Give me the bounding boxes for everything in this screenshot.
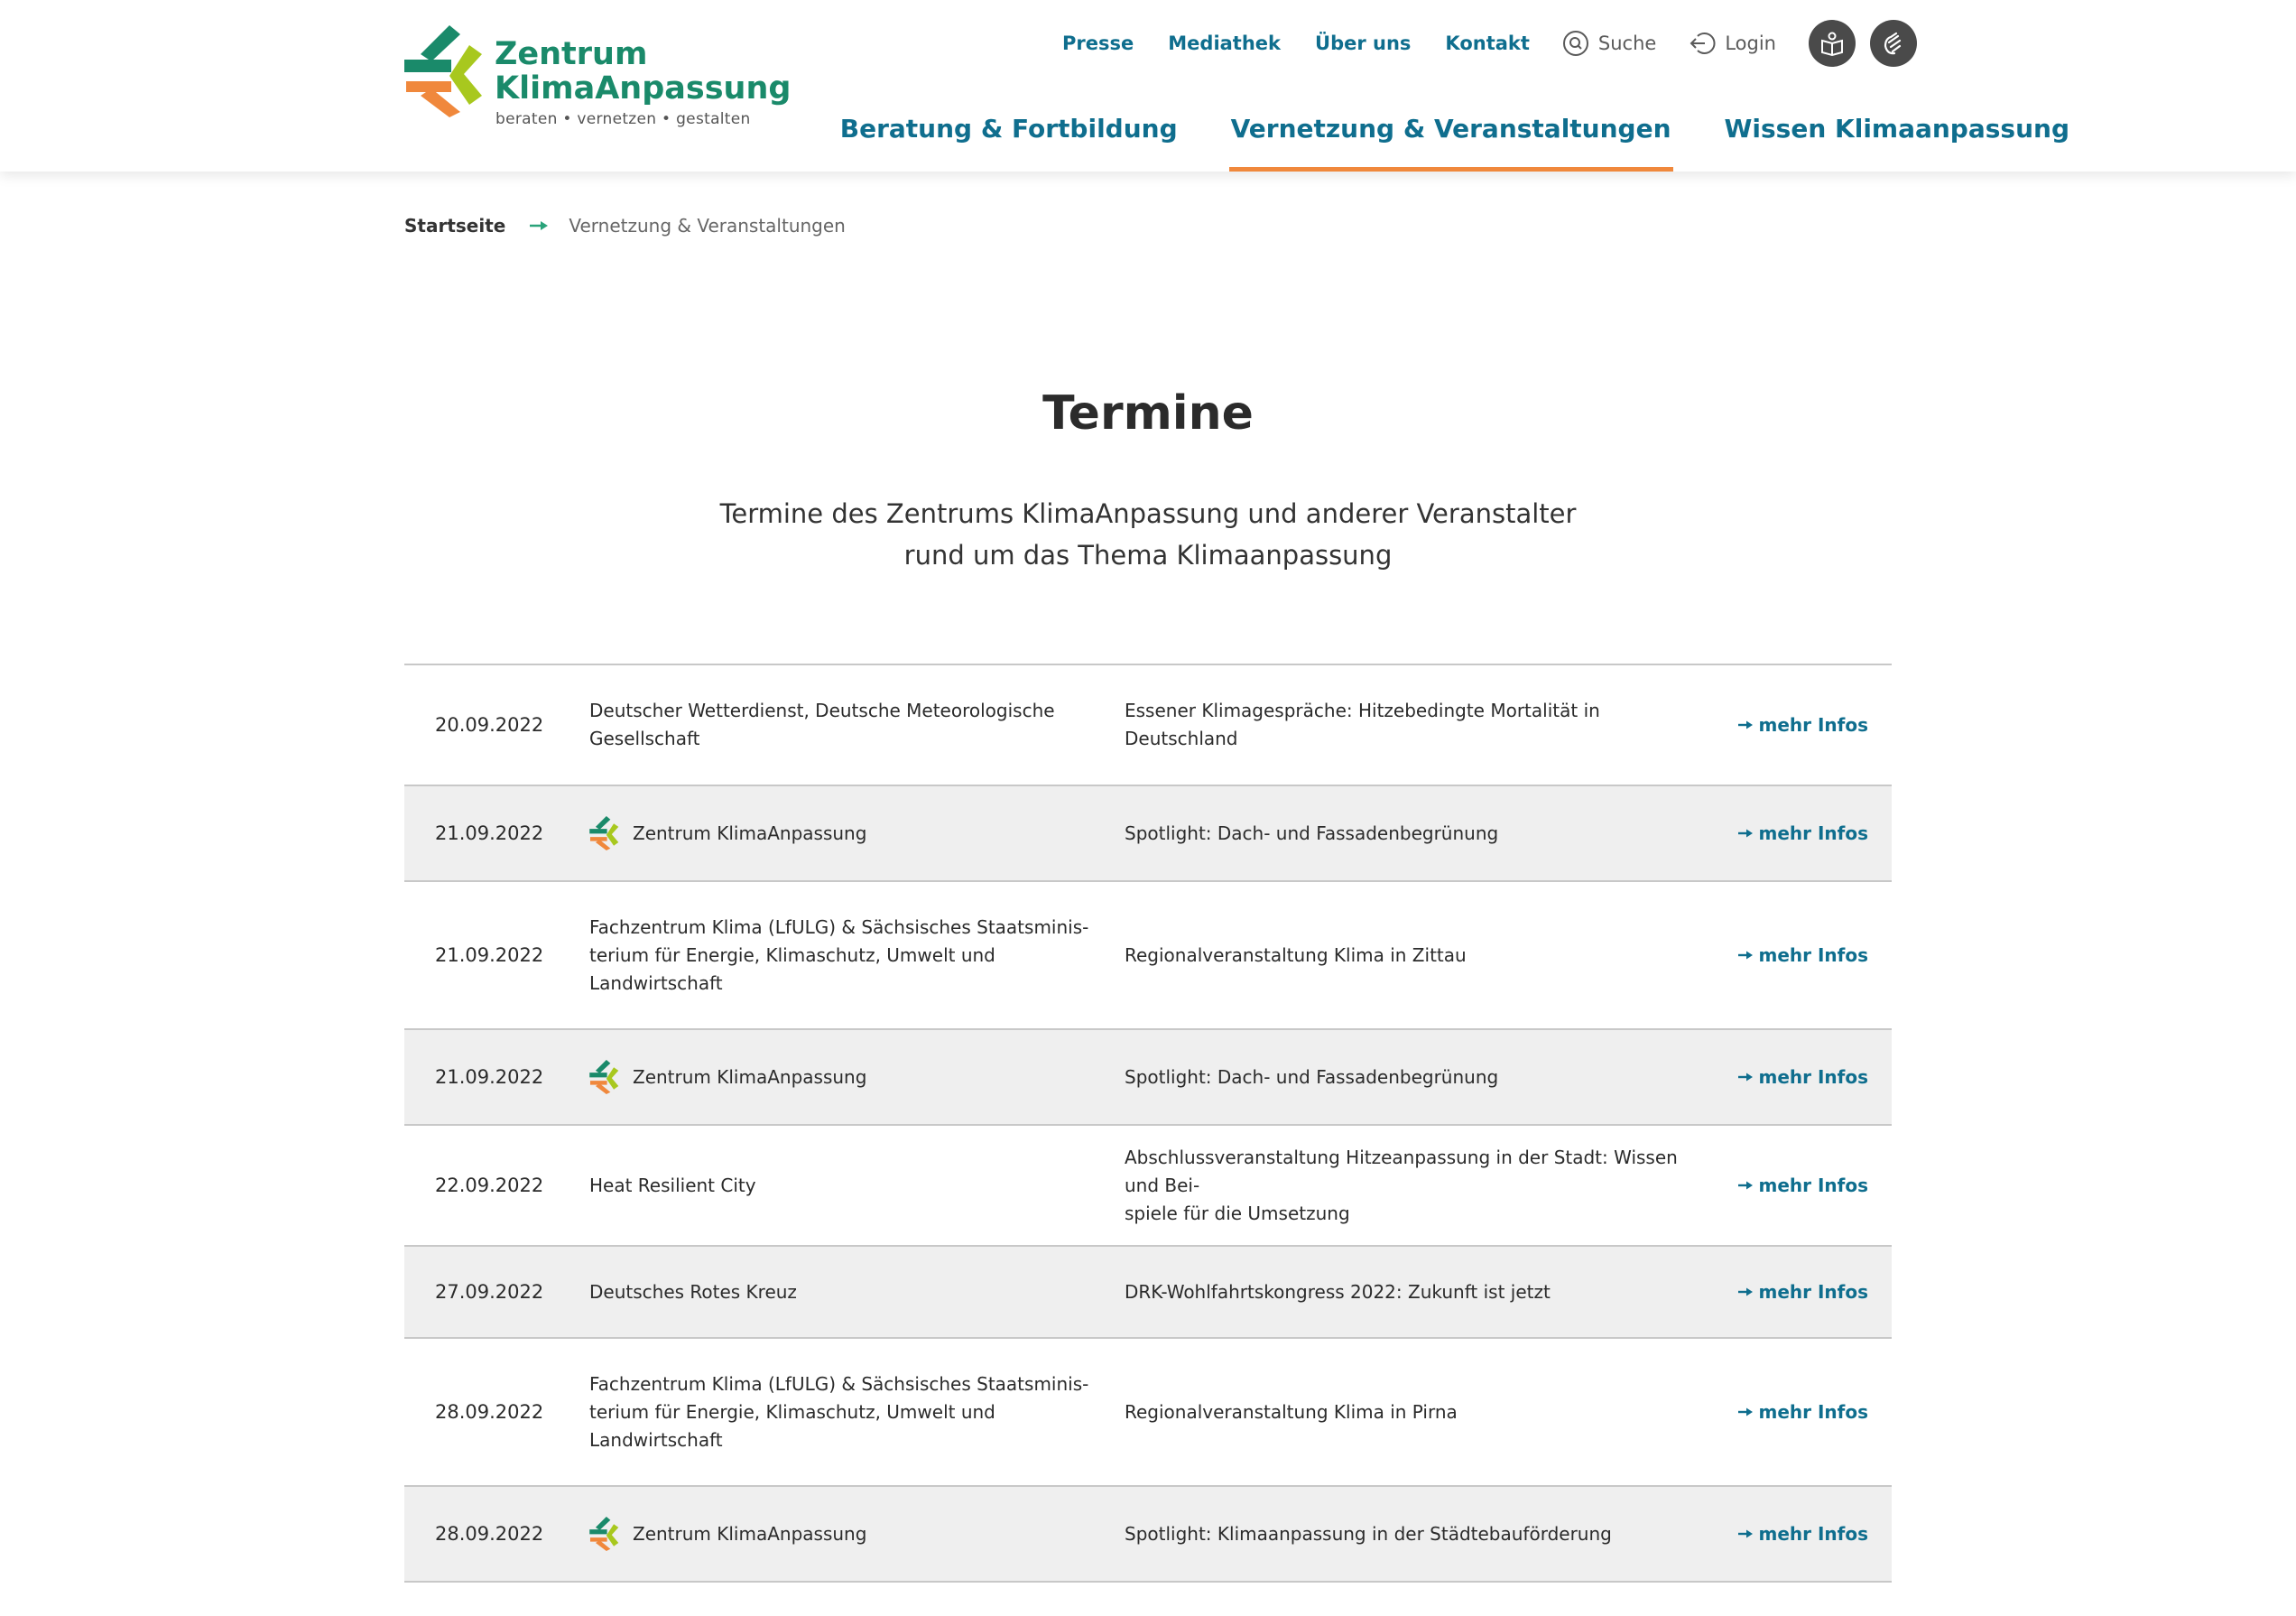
event-more-info-link[interactable] [1737,1281,1869,1303]
event-organizer-text [589,914,1088,998]
arrow-right-icon [1737,1286,1754,1297]
zka-logo-icon [589,1517,620,1551]
logo-text-line1: Zentrum [495,36,648,72]
logo-mark-icon [404,25,486,117]
event-date: 21.09.2022 [435,822,544,844]
event-title-line: Regionalveranstaltung Klima in Zittau [1125,943,1467,966]
event-title [1125,1144,1702,1228]
arrow-right-icon [1737,1528,1754,1539]
event-more-info-label: mehr Infos [1758,1401,1868,1423]
event-organizer-line: Landwirtschaft [589,1428,723,1451]
breadcrumb-current: Vernetzung & Veranstaltungen [569,215,846,237]
page-subtitle [0,493,2296,576]
logo-text-line2: KlimaAnpassung [495,70,792,107]
event-organizer-text [589,697,1055,753]
event-organizer [589,1060,1095,1094]
event-row [404,1339,1892,1487]
event-organizer-text [589,1278,797,1306]
event-row [404,786,1892,882]
event-date: 22.09.2022 [435,1175,544,1196]
event-more-info-link[interactable] [1737,1523,1869,1545]
event-row [404,665,1892,786]
event-date: 21.09.2022 [435,944,544,966]
event-title [1125,697,1702,753]
nav-link-kontakt[interactable]: Kontakt [1445,33,1530,54]
site-header [0,0,2296,172]
event-date: 28.09.2022 [435,1401,544,1423]
login-icon [1689,30,1716,57]
event-more-info-label: mehr Infos [1758,714,1868,736]
event-title-line: Spotlight: Dach- und Fassadenbegrünung [1125,822,1499,844]
event-organizer-line: Landwirtschaft [589,971,723,994]
event-row [404,1126,1892,1247]
sign-language-button[interactable] [1870,20,1917,67]
arrow-right-icon [1737,720,1754,730]
search-button[interactable] [1562,30,1656,57]
breadcrumb [404,215,846,237]
main-navigation [789,108,2071,172]
event-title-line: Abschlussveranstaltung Hitzeanpassung in der Stadt: Wissen und Bei- [1125,1146,1678,1196]
event-row [404,1030,1892,1126]
arrow-right-icon [1737,950,1754,961]
event-organizer-text [589,1172,756,1200]
event-title-line: Spotlight: Dach- und Fassadenbegrünung [1125,1065,1499,1088]
event-organizer [589,1517,1095,1551]
event-more-info-link[interactable] [1737,1401,1869,1423]
event-row [404,1247,1892,1339]
event-more-info-label: mehr Infos [1758,1066,1868,1088]
event-more-info-link[interactable] [1737,822,1869,844]
event-more-info-link[interactable] [1737,714,1869,736]
breadcrumb-arrow-icon [529,219,549,232]
login-button[interactable] [1689,30,1776,57]
event-organizer-line: Zentrum KlimaAnpassung [633,1065,867,1088]
event-organizer-line: Zentrum KlimaAnpassung [633,822,867,844]
search-icon [1562,30,1589,57]
logo-claim: beraten • vernetzen • gestalten [495,110,751,128]
event-organizer-text [633,820,866,848]
event-title [1125,1520,1702,1548]
event-title-line: DRK-Wohlfahrtskongress 2022: Zukunft ist jetzt [1125,1280,1551,1303]
event-more-info-label: mehr Infos [1758,1523,1868,1545]
event-organizer-text [633,1063,866,1091]
event-more-info-label: mehr Infos [1758,944,1868,966]
event-title-line: Regionalveranstaltung Klima in Pirna [1125,1400,1458,1423]
event-organizer-line: Fachzentrum Klima (LfULG) & Sächsisches Staatsminis- [589,915,1089,938]
event-title [1125,1063,1702,1091]
event-organizer-line: Gesellschaft [589,728,700,749]
event-organizer-line: Fachzentrum Klima (LfULG) & Sächsisches Staatsminis- [589,1372,1089,1395]
event-title [1125,1398,1702,1426]
event-organizer [589,816,1095,850]
event-date: 28.09.2022 [435,1523,544,1545]
page-subtitle-line1: Termine des Zentrums KlimaAnpassung und anderer Veranstalter [719,498,1577,529]
event-organizer [589,1278,1095,1306]
event-organizer-line: Deutsches Rotes Kreuz [589,1280,797,1303]
event-title [1125,1278,1702,1306]
zka-logo-icon [589,816,620,850]
main-nav-beratung[interactable]: Beratung & Fortbildung [839,114,1178,144]
event-title-line: spiele für die Umsetzung [1125,1202,1350,1224]
arrow-right-icon [1737,1072,1754,1082]
event-organizer [589,697,1095,753]
nav-link-mediathek[interactable]: Mediathek [1168,33,1282,54]
event-row [404,1487,1892,1583]
event-more-info-link[interactable] [1737,1066,1869,1088]
search-label: Suche [1597,33,1657,54]
event-organizer-line: Deutscher Wetterdienst, Deutsche Meteorologische [589,700,1055,721]
login-label: Login [1725,33,1776,54]
event-organizer-line: terium für Energie, Klimaschutz, Umwelt und [589,943,995,966]
event-more-info-label: mehr Infos [1758,1281,1868,1303]
event-more-info-label: mehr Infos [1758,1175,1868,1196]
event-date: 20.09.2022 [435,714,544,736]
event-more-info-link[interactable] [1737,944,1869,966]
main-nav-wissen[interactable]: Wissen Klimaanpassung [1724,114,2069,144]
events-table [404,664,1892,1583]
arrow-right-icon [1737,1180,1754,1191]
page-subtitle-line2: rund um das Thema Klimaanpassung [903,540,1393,571]
event-more-info-label: mehr Infos [1758,822,1868,844]
event-title [1125,820,1702,848]
event-title-line: Essener Klimagespräche: Hitzebedingte Mortalität in Deutschland [1125,700,1600,749]
top-navigation [1028,25,1917,61]
arrow-right-icon [1737,1407,1754,1417]
event-organizer-text [633,1520,866,1548]
event-organizer-line: terium für Energie, Klimaschutz, Umwelt und [589,1400,995,1423]
event-date: 27.09.2022 [435,1281,544,1303]
sign-language-icon [1880,30,1907,57]
page-title: Termine [1042,386,1254,441]
event-row [404,882,1892,1030]
nav-link-presse[interactable]: Presse [1062,33,1134,54]
event-organizer-text [589,1370,1088,1454]
breadcrumb-home[interactable]: Startseite [404,215,506,237]
event-title-line: Spotlight: Klimaanpassung in der Städtebauförderung [1125,1522,1612,1545]
easy-language-button[interactable] [1809,20,1856,67]
main-nav-vernetzung[interactable]: Vernetzung & Veranstaltungen [1229,108,1673,172]
event-date: 21.09.2022 [435,1066,544,1088]
zka-logo-icon [589,1060,620,1094]
site-logo[interactable] [404,23,792,135]
arrow-right-icon [1737,828,1754,839]
event-organizer [589,1172,1095,1200]
easy-language-icon [1819,30,1846,57]
event-more-info-link[interactable] [1737,1175,1869,1196]
event-title [1125,942,1702,970]
event-organizer [589,1370,1095,1454]
event-organizer-line: Zentrum KlimaAnpassung [633,1522,867,1545]
event-organizer [589,914,1095,998]
nav-link-ueber-uns[interactable]: Über uns [1315,33,1412,54]
event-organizer-line: Heat Resilient City [589,1174,756,1196]
